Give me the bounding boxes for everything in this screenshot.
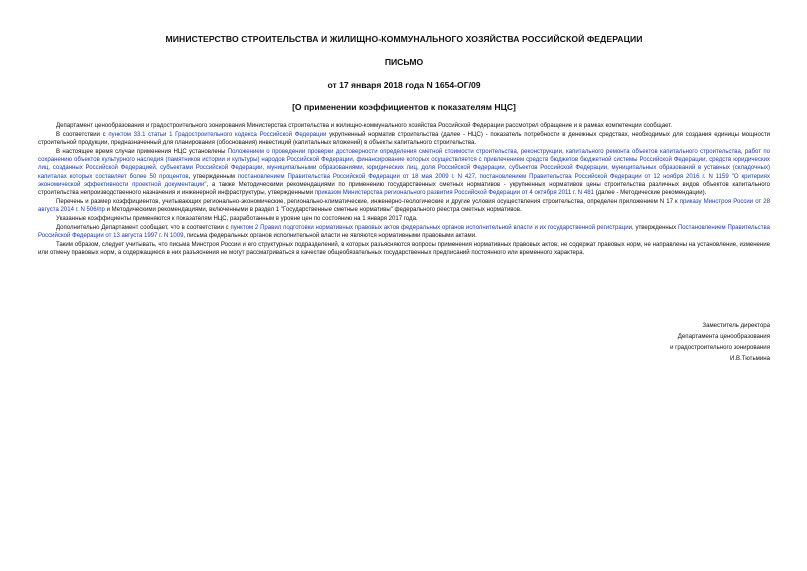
- paragraph-2: [38, 131, 770, 147]
- paragraph-1: Департамент ценообразования и градостроительного зонирования Министерства строительства и жилищно-коммунального хозяйства Российской Федерации рассмотрел обращение и в рамках компетенции сообщает.: [56, 123, 673, 129]
- signature-department-cont: и градостроительного зонирования: [670, 344, 770, 351]
- signature-name: И.В.Тютьмина: [729, 355, 770, 362]
- link-postanovlenie-1159[interactable]: постановлением Правительства Российской Федерации от 12 ноября 2016 г. N 1159 "О критериях экономической эффективности проектной документации": [38, 173, 770, 188]
- signature-block: [670, 320, 770, 364]
- link-prikaz-506pr[interactable]: приказу Минстроя России от 28 августа 2014 г. N 506/пр: [38, 198, 770, 213]
- paragraph-7: Таким образом, следует учитывать, что письма Минстроя России и его структурных подразделений, в которых разъясняются вопросы применения нормативных правовых актов, не содержат правовых норм, не направлены на установление, изменение или отмену правовых норм, а содержащиеся в них разъяснения не могут рассматриваться в качестве общеобязательных государственных предписаний постоянного или временного характера.: [38, 242, 770, 257]
- paragraph-6-text-c: , письма федеральных органов исполнительной власти не являются нормативными правовыми актами.: [183, 233, 477, 240]
- ministry-heading: МИНИСТЕРСТВО СТРОИТЕЛЬСТВА И ЖИЛИЩНО-КОММУНАЛЬНОГО ХОЗЯЙСТВА РОССИЙСКОЙ ФЕДЕРАЦИИ: [165, 34, 643, 44]
- link-postanovlenie-427[interactable]: постановлением Правительства Российской Федерации от 18 мая 2009 г. N 427: [237, 173, 475, 180]
- document-date-number: от 17 января 2018 года N 1654-ОГ/09: [327, 80, 481, 90]
- paragraph-2-text-a: В соответствии с: [56, 132, 109, 139]
- link-prikaz-481[interactable]: приказом Министерства регионального развития Российской Федерации от 4 октября 2011 г. N 481: [314, 189, 594, 196]
- paragraph-5: Указанные коэффициенты применяются к показателям НЦС, разработанным в уровне цен по состоянию на 1 января 2017 года.: [56, 216, 418, 223]
- paragraph-3-text-e: (далее - Методические рекомендации).: [593, 189, 707, 196]
- paragraph-2-text-b: укрупненный норматив строительства (далее - НЦС) - показатель потребности в денежных средствах, необходимых для создания единицы мощности строительной продукции, предназначенный для планирования (обоснования) инвестиций (капитальных вложений) в объекты капитального строительства.: [38, 132, 770, 147]
- signature-department: Департамента ценообразования: [677, 333, 770, 340]
- document-subject: [О применении коэффициентов к показателям НЦС]: [292, 102, 516, 112]
- document-page: [38, 34, 770, 362]
- paragraph-3-text-c: ,: [474, 173, 480, 180]
- paragraph-4-text-b: и Методическими рекомендациями, включенными в раздел 1 "Государственные сметные нормативы" федерального реестра сметных нормативов.: [104, 206, 522, 213]
- paragraph-6: [38, 224, 770, 240]
- paragraph-3-text-d: , а также Методическими рекомендациями по применению государственных сметных нормативов - укрупненных нормативов цены строительства различных видов объектов капитального строительства непроизводственного назначения и инженерной инфраструктуры, утвержденными: [38, 181, 770, 196]
- paragraph-6-text-b: , утвержденных: [631, 225, 678, 232]
- paragraph-4-text-a: Перечень и размер коэффициентов, учитывающих регионально-экономические, регионально-климатические, инженерно-геологические и другие условия осуществления строительства, определен приложением N 17 к: [56, 198, 680, 205]
- link-polozhenie-proverka[interactable]: Положением о проведении проверки достоверности определения сметной стоимости строительства, реконструкции, капитального ремонта объектов капитального строительства, работ по сохранению объектов культурного наследия (памятников истории и культуры) народов Российской Федерации, финансирование которых осуществляется с привлечением средств бюджетов бюджетной системы Российской Федерации, средств юридических лиц, созданных Российской Федерацией, субъектами Российской Федерации, муниципальными образованиями, юридических лиц, доля Российской Федерации, субъектов Российской Федерации, муниципальных образований в уставных (складочных) капиталах которых составляет более 50 процентов: [38, 149, 770, 180]
- signature-position: Заместитель директора: [702, 322, 770, 329]
- paragraph-6-text-a: Дополнительно Департамент сообщает, что в соответствии с: [56, 225, 231, 232]
- paragraph-3-text-a: В настоящее время случаи применения НЦС установлены: [56, 149, 228, 156]
- paragraph-3: [38, 148, 770, 197]
- link-pravila-punkt-2[interactable]: пунктом 2 Правил подготовки нормативных правовых актов федеральных органов исполнительной власти и их государственной регистрации: [230, 225, 632, 232]
- document-type: ПИСЬМО: [384, 57, 424, 67]
- link-postanovlenie-1009[interactable]: Постановлением Правительства Российской Федерации от 13 августа 1997 г. N 1009: [38, 225, 770, 240]
- link-gradostroitelny-kodeks[interactable]: пунктом 33.1 статьи 1 Градостроительного кодекса Российской Федерации: [108, 132, 327, 139]
- paragraph-4: [38, 198, 770, 214]
- paragraph-3-text-b: , утвержденным: [188, 173, 238, 180]
